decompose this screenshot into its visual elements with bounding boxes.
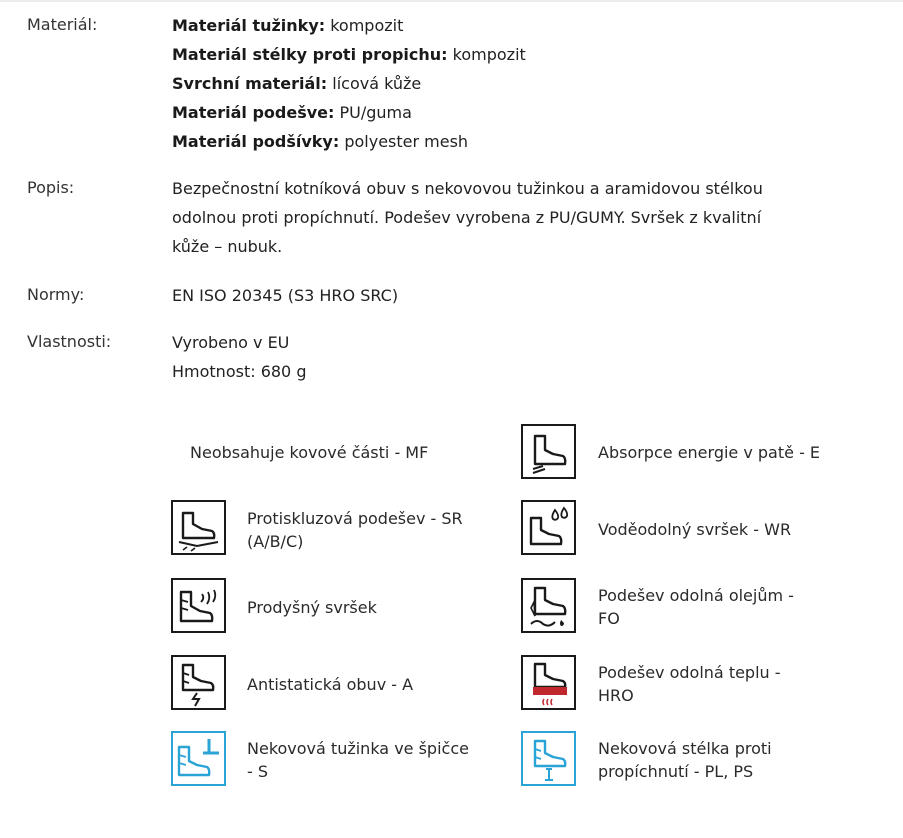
popis-line: Bezpečnostní kotníková obuv s nekovovou tužinkou a aramidovou stélkou: [172, 179, 763, 198]
material-value: kompozit: [447, 45, 526, 64]
material-line: [172, 69, 852, 98]
feature-s-label: [247, 737, 469, 783]
feature-wr-label: Voděodolný svršek - WR: [598, 520, 792, 539]
feature-hro-line: Podešev odolná teplu -: [598, 663, 781, 682]
material-line: [172, 40, 852, 69]
oil-resistant-icon: [521, 578, 576, 633]
spec-label: Popis:: [27, 178, 75, 197]
popis-line: odolnou proti propíchnutí. Podešev vyrobena z PU/GUMY. Svršek z kvalitní: [172, 208, 762, 227]
water-resistant-icon: [521, 500, 576, 555]
material-line: [172, 127, 852, 156]
feature-sr-label: [247, 507, 463, 553]
spec-label: Vlastnosti:: [27, 332, 112, 351]
feature-a-label: Antistatická obuv - A: [247, 675, 414, 694]
material-key: Materiál tužinky:: [172, 16, 326, 35]
feature-fo-line: FO: [598, 609, 620, 628]
feature-fo-label: [598, 584, 794, 630]
spec-value-vlastnosti: [172, 328, 852, 386]
slip-resistant-icon: [171, 500, 226, 555]
material-key: Materiál podšívky:: [172, 132, 340, 151]
composite-toecap-icon: [171, 731, 226, 786]
feature-hro-line: HRO: [598, 686, 634, 705]
material-value: polyester mesh: [339, 132, 469, 151]
spec-label: Materiál:: [27, 15, 98, 34]
material-line: [172, 11, 852, 40]
feature-pl-line: propíchnutí - PL, PS: [598, 762, 754, 781]
popis-line: kůže – nubuk.: [172, 237, 283, 256]
material-line: [172, 98, 852, 127]
spec-value-popis: [172, 174, 852, 261]
feature-s-line: - S: [247, 762, 269, 781]
feature-mf-label: Neobsahuje kovové části - MF: [190, 443, 429, 462]
feature-pl-line: Nekovová stélka proti: [598, 739, 772, 758]
feature-breathable-label: Prodyšný svršek: [247, 598, 377, 617]
material-value: kompozit: [325, 16, 404, 35]
feature-sr-line: Protiskluzová podešev - SR: [247, 509, 463, 528]
material-value: PU/guma: [334, 103, 412, 122]
energy-heel-icon: [521, 424, 576, 479]
feature-pl-label: [598, 737, 772, 783]
spec-value-material: [172, 11, 852, 156]
feature-fo-line: Podešev odolná olejům -: [598, 586, 794, 605]
material-key: Svrchní materiál:: [172, 74, 328, 93]
spec-value-normy: EN ISO 20345 (S3 HRO SRC): [172, 286, 399, 305]
top-divider: [0, 0, 903, 2]
vlastnosti-line: Vyrobeno v EU: [172, 333, 290, 352]
material-key: Materiál stélky proti propichu:: [172, 45, 448, 64]
material-key: Materiál podešve:: [172, 103, 335, 122]
antistatic-icon: [171, 655, 226, 710]
penetration-midsole-icon: [521, 731, 576, 786]
material-value: lícová kůže: [327, 74, 422, 93]
feature-s-line: Nekovová tužinka ve špičce: [247, 739, 469, 758]
vlastnosti-line: Hmotnost: 680 g: [172, 362, 307, 381]
heat-resistant-icon: [521, 655, 576, 710]
feature-e-label: Absorpce energie v patě - E: [598, 443, 821, 462]
spec-label: Normy:: [27, 285, 85, 304]
breathable-icon: [171, 578, 226, 633]
feature-hro-label: [598, 661, 781, 707]
feature-sr-line: (A/B/C): [247, 532, 304, 551]
